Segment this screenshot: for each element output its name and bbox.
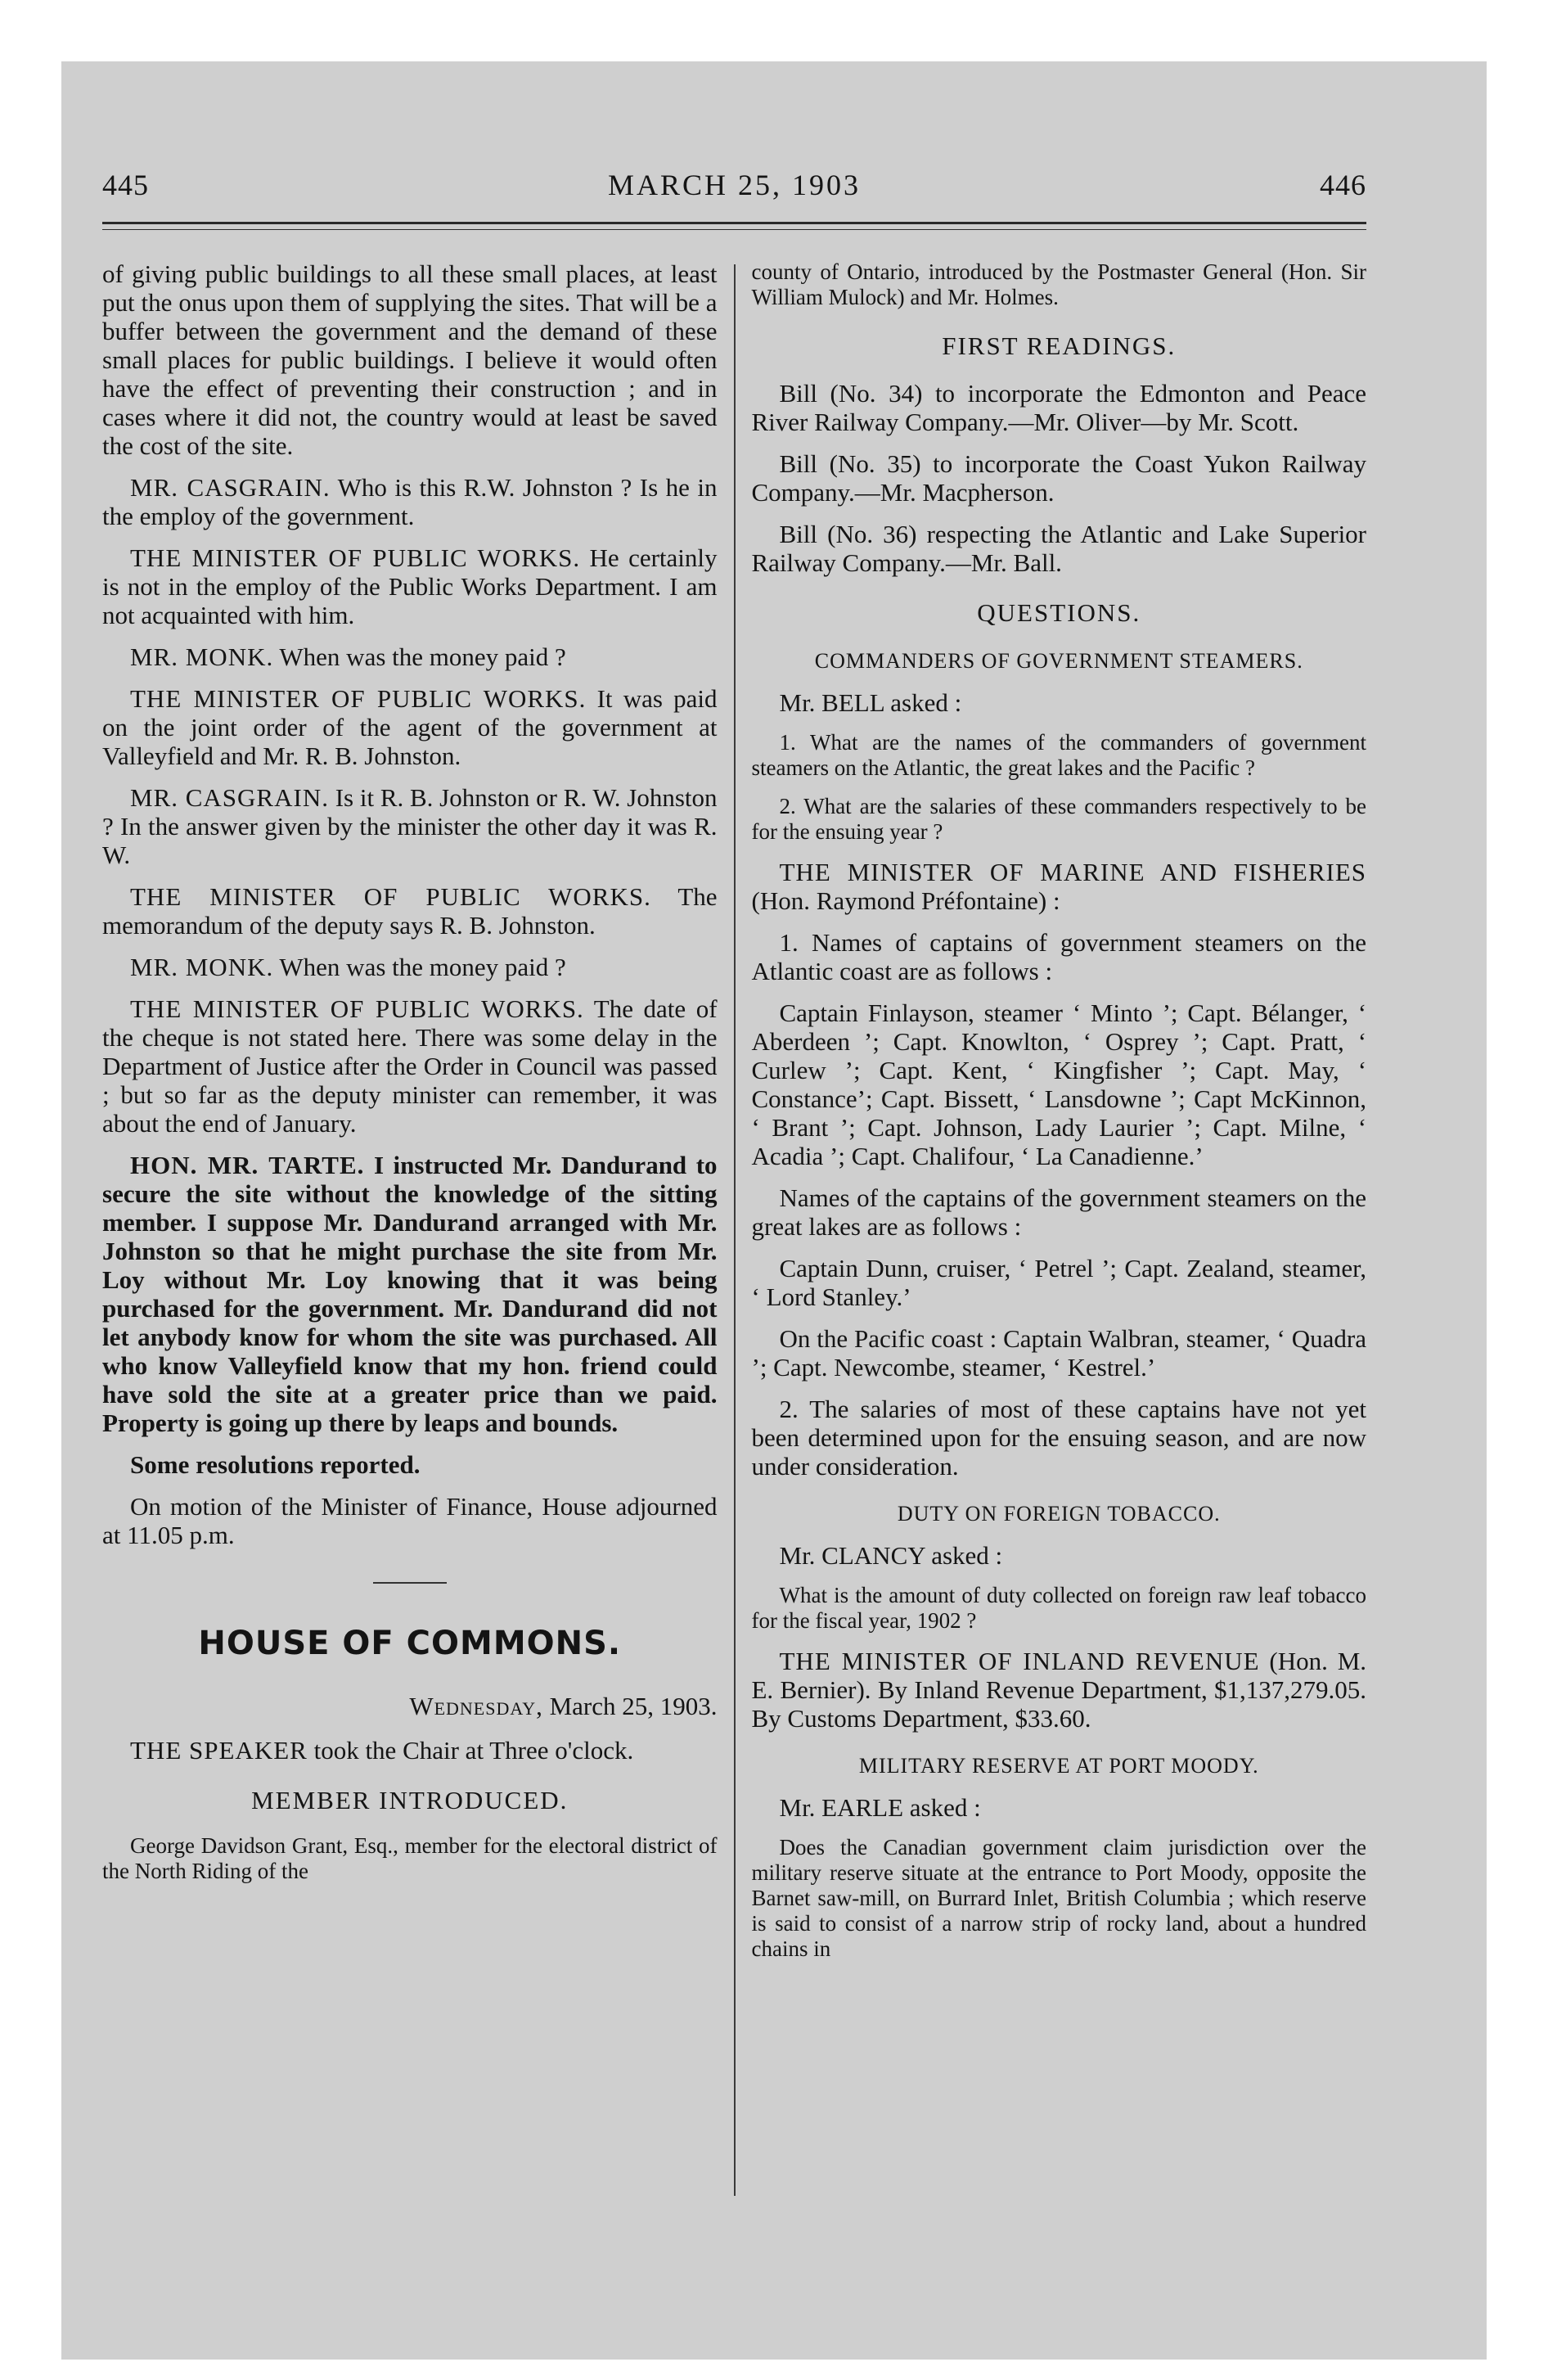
speaker-name: THE MINISTER OF INLAND REVENUE — [779, 1647, 1260, 1675]
speech-text: took the Chair at Three o'clock. — [307, 1736, 634, 1765]
speech-text: I instructed Mr. Dandurand to secure the site without the knowledge of the sitting member. I suppose Mr. Dandurand arranged with Mr. Johnston so that he might purchase the site from Mr. Loy without Mr. Loy knowing that it was being purchased for the government. Mr. Dandurand did not let anybody know for whom the site was purchased. All who know Valleyfield know that my hon. friend could have sold the site at a greater price than we paid. Property is going up there by leaps and bounds. — [102, 1151, 718, 1437]
asker-line: Mr. BELL asked : — [779, 688, 962, 717]
speech-paragraph — [102, 783, 718, 869]
question-text: What is the amount of duty collected on foreign raw leaf tobacco for the fiscal year, 1902 ? — [751, 1583, 1367, 1633]
speech-paragraph — [102, 953, 718, 981]
right-column — [736, 259, 1367, 2196]
speech-paragraph — [102, 543, 718, 629]
sitting-weekday: Wednesday, — [409, 1692, 543, 1720]
two-column-body — [102, 259, 1366, 2196]
speech-text: (Hon. M. E. Bernier). By Inland Revenue Department, $1,137,279.05. By Customs Department, $33.60. — [751, 1647, 1367, 1733]
answer-text: 2. The salaries of most of these captains have not yet been determined upon for the ensuing season, and are now under consideration. — [751, 1395, 1367, 1481]
subsection-heading: MILITARY RESERVE AT PORT MOODY. — [858, 1754, 1259, 1778]
proceedings-note: On motion of the Minister of Finance, House adjourned at 11.05 p.m. — [102, 1492, 718, 1549]
bill-entry: Bill (No. 34) to incorporate the Edmonton and Peace River Railway Company.—Mr. Oliver—by Mr. Scott. — [751, 379, 1367, 436]
asker-line: Mr. EARLE asked : — [779, 1793, 981, 1822]
paragraph: George Davidson Grant, Esq., member for the electoral district of the North Riding of the — [102, 1833, 718, 1883]
question-text: 2. What are the salaries of these commanders respectively to be for the ensuing year ? — [751, 794, 1367, 844]
running-header — [102, 168, 1366, 207]
bill-entry: Bill (No. 36) respecting the Atlantic and Lake Superior Railway Company.—Mr. Ball. — [751, 520, 1367, 577]
answer-text: 1. Names of captains of government steamers on the Atlantic coast are as follows : — [751, 928, 1367, 985]
answer-text: Names of the captains of the government steamers on the great lakes are as follows : — [751, 1183, 1367, 1241]
speech-paragraph — [102, 473, 718, 530]
speaker-name: THE MINISTER OF PUBLIC WORKS. — [130, 684, 587, 713]
speaker-name: MR. CASGRAIN. — [130, 783, 329, 812]
speech-text: The date of the cheque is not stated here. There was some delay in the Department of Justice after the Order in Council was passed ; but so far as the deputy minister can remember, it was about the end of January. — [102, 994, 718, 1138]
speaker-name: THE MINISTER OF PUBLIC WORKS. — [130, 543, 581, 572]
sitting-date — [102, 1692, 718, 1721]
answer-text: On the Pacific coast : Captain Walbran, steamer, ‘ Quadra ’; Capt. Newcombe, steamer, ‘ Kestrel.’ — [751, 1324, 1367, 1382]
subsection-heading: COMMANDERS OF GOVERNMENT STEAMERS. — [814, 649, 1303, 673]
house-of-commons-title: HOUSE OF COMMONS. — [198, 1625, 622, 1662]
speech-text: He certainly is not in the employ of the Public Works Department. I am not acquainted with him. — [102, 543, 718, 629]
speech-paragraph — [752, 858, 1367, 915]
page-number-right: 446 — [1320, 169, 1366, 201]
section-heading: FIRST READINGS. — [942, 331, 1177, 360]
speech-text: Who is this R.W. Johnston ? Is he in the employ of the government. — [102, 473, 718, 530]
hansard-page — [102, 168, 1366, 2345]
speech-text: It was paid on the joint order of the agent of the government at Valleyfield and Mr. R. B. Johnston. — [102, 684, 718, 770]
speech-paragraph — [102, 882, 718, 940]
speech-text: The memorandum of the deputy says R. B. Johnston. — [102, 882, 718, 940]
subsection-heading: DUTY ON FOREIGN TOBACCO. — [897, 1502, 1221, 1526]
answer-text: Captain Finlayson, steamer ‘ Minto ’; Capt. Bélanger, ‘ Aberdeen ’; Capt. Knowlton, ‘ Osprey ’; Capt. Pratt, ‘ Curlew ’; Capt. Kent, ‘ Kingfisher ’; Capt. May, ‘ Constance’; Capt. Bissett, ‘ Lansdowne ’; Capt McKinnon, ‘ Brant ’; Capt. Johnson, Lady Laurier ’; Capt. Milne, ‘ Acadia ’; Capt. Chalifour, ‘ La Canadienne.’ — [751, 998, 1367, 1170]
question-text: Does the Canadian government claim jurisdiction over the military reserve situate at the entrance to Port Moody, opposite the Barnet saw-mill, on Burrard Inlet, British Columbia ; which reserve is said to consist of a narrow strip of rocky land, about a hundred chains in — [751, 1835, 1367, 1961]
paragraph: county of Ontario, introduced by the Postmaster General (Hon. Sir William Mulock) and Mr. Holmes. — [751, 259, 1367, 309]
speech-text: Is it R. B. Johnston or R. W. Johnston ? In the answer given by the minister the other day it was R. W. — [102, 783, 718, 869]
speech-paragraph — [102, 1736, 718, 1765]
answer-text: Captain Dunn, cruiser, ‘ Petrel ’; Capt. Zealand, steamer, ‘ Lord Stanley.’ — [751, 1254, 1367, 1311]
speaker-name: HON. MR. TARTE. — [130, 1151, 365, 1179]
asker-line: Mr. CLANCY asked : — [779, 1541, 1003, 1570]
speaker-name: THE MINISTER OF PUBLIC WORKS. — [130, 882, 651, 911]
speech-paragraph — [102, 642, 718, 671]
speech-text: When was the money paid ? — [273, 642, 566, 671]
speech-paragraph — [102, 1151, 718, 1437]
section-heading: MEMBER INTRODUCED. — [251, 1786, 569, 1814]
speaker-name: MR. MONK. — [130, 953, 274, 981]
speaker-name: THE MINISTER OF MARINE AND FISHERIES — [779, 858, 1367, 886]
bill-entry: Bill (No. 35) to incorporate the Coast Yukon Railway Company.—Mr. Macpherson. — [751, 449, 1367, 507]
speaker-name: MR. MONK. — [130, 642, 274, 671]
question-text: 1. What are the names of the commanders of government steamers on the Atlantic, the great lakes and the Pacific ? — [751, 730, 1367, 780]
section-separator-rule — [373, 1582, 447, 1584]
page-number-left: 445 — [102, 169, 149, 201]
sitting-date-text: March 25, 1903. — [542, 1692, 718, 1720]
speech-paragraph — [102, 684, 718, 770]
speech-text: When was the money paid ? — [273, 953, 566, 981]
speaker-name: THE SPEAKER — [130, 1736, 308, 1765]
section-heading: QUESTIONS. — [977, 598, 1141, 627]
page-date-title: MARCH 25, 1903 — [607, 169, 862, 201]
left-column — [102, 259, 734, 2196]
speaker-name: MR. CASGRAIN. — [130, 473, 331, 502]
speech-text: (Hon. Raymond Préfontaine) : — [751, 886, 1060, 915]
paragraph: of giving public buildings to all these small places, at least put the onus upon them of supplying the sites. That will be a buffer between the government and the demand of these small places for public buildings. I believe it would often have the effect of preventing their construction ; and in cases where it did not, the country would at least be saved the cost of the site. — [102, 259, 718, 460]
header-double-rule — [102, 222, 1366, 230]
proceedings-note: Some resolutions reported. — [130, 1450, 421, 1479]
speaker-name: THE MINISTER OF PUBLIC WORKS. — [130, 994, 584, 1023]
speech-paragraph — [752, 1647, 1367, 1733]
speech-paragraph — [102, 994, 718, 1138]
